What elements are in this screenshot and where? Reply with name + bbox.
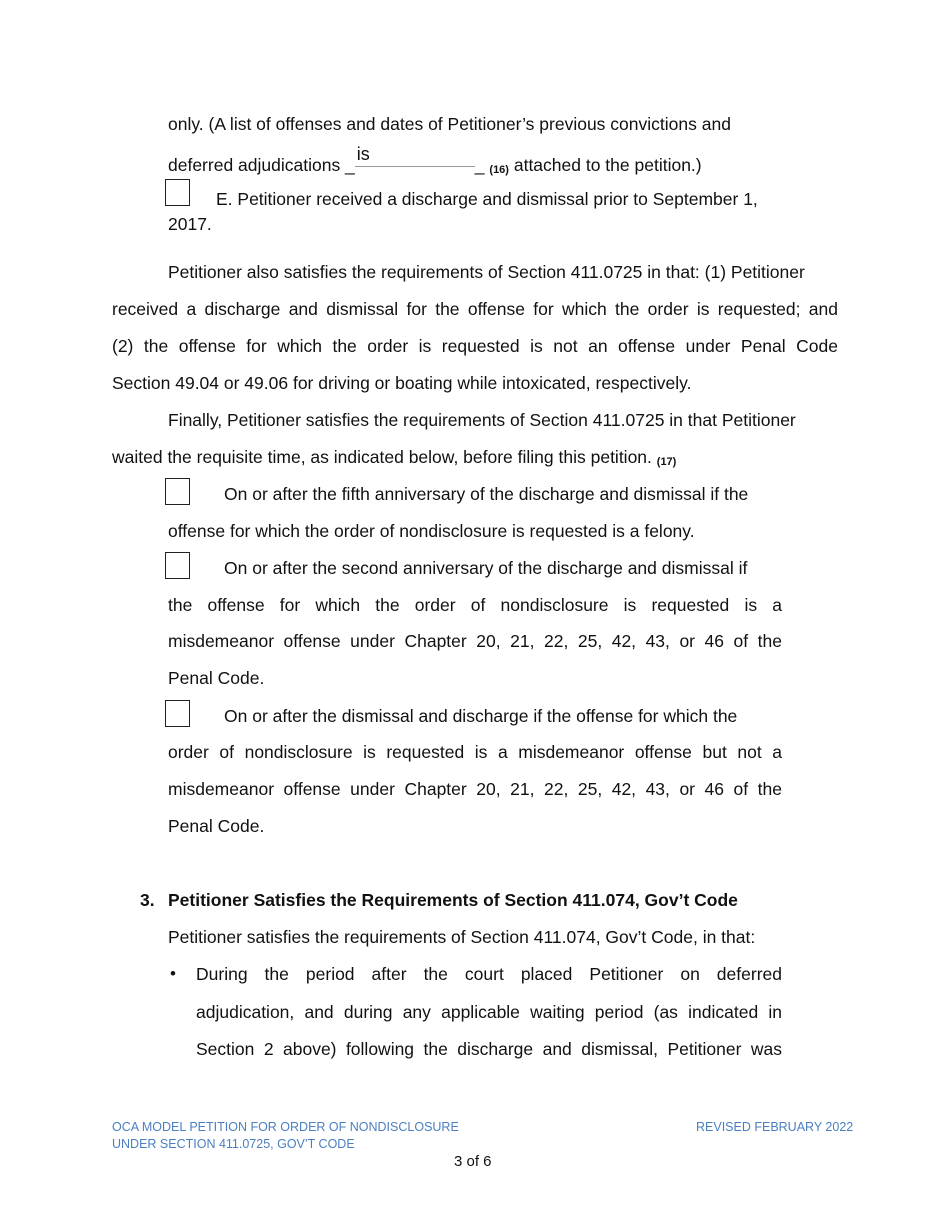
para-d-line2 [168,151,702,176]
wait-option-1-line2: offense for which the order of nondisclosure is requested is a felony. [168,521,695,541]
footer-left [112,1119,459,1153]
wait-option-2-line4: Penal Code. [168,668,265,688]
section-3-bullet-line2: adjudication, and during any applicable waiting period (as indicated in [196,1002,782,1022]
para-finally-line2-text: waited the requisite time, as indicated below, before filing this petition. [112,447,652,467]
para-also-line3: (2) the offense for which the order is requested is not an offense under Penal Code [112,336,838,356]
option-e-checkbox[interactable] [165,179,190,206]
para-finally-line2 [112,447,676,468]
wait-option-1-line1: On or after the fifth anniversary of the discharge and dismissal if the [224,484,749,504]
wait-option-3-line4: Penal Code. [168,816,265,836]
convictions-attached-field-wrap [355,151,475,171]
footnote-16: (16) [489,164,509,176]
convictions-attached-field[interactable] [355,143,475,167]
wait-second-anniversary-checkbox[interactable] [165,552,190,579]
section-3-intro: Petitioner satisfies the requirements of Section 411.074, Gov’t Code, in that: [168,927,756,947]
wait-option-2-line2: the offense for which the order of nondisclosure is requested is a [168,595,782,615]
section-3-number: 3. [140,890,155,910]
wait-option-2-line3: misdemeanor offense under Chapter 20, 21, 22, 25, 42, 43, or 46 of the [168,631,782,651]
wait-felony-checkbox[interactable] [165,478,190,505]
para-d-line2-suffix: attached to the petition.) [513,155,702,175]
wait-option-3-line1: On or after the dismissal and discharge if the offense for which the [224,706,738,726]
para-finally-line1: Finally, Petitioner satisfies the requirements of Section 411.0725 in that Petitioner [168,410,796,430]
para-also-line1: Petitioner also satisfies the requirements of Section 411.0725 in that: (1) Petitioner [168,262,805,282]
section-3-bullet-line3: Section 2 above) following the discharge and dismissal, Petitioner was [196,1039,782,1059]
para-d-line2-prefix: deferred adjudications _ [168,155,355,175]
para-also-line4: Section 49.04 or 49.06 for driving or boating while intoxicated, respectively. [112,373,692,393]
bullet-icon: • [170,964,176,983]
wait-option-2-line1: On or after the second anniversary of the discharge and dismissal if [224,558,748,578]
footer-right: REVISED FEBRUARY 2022 [696,1120,854,1134]
wait-option-3-line2: order of nondisclosure is requested is a misdemeanor offense but not a [168,742,782,762]
field-trailing-underscore: _ [474,155,485,175]
option-e-line1: E. Petitioner received a discharge and dismissal prior to September 1, [216,189,758,209]
footer-left-line2: UNDER SECTION 411.0725, GOV’T CODE [112,1137,355,1151]
section-3-bullet-line1: During the period after the court placed Petitioner on deferred [196,964,782,984]
para-also-line2: received a discharge and dismissal for the offense for which the order is requested; and [112,299,838,319]
para-d-line1: only. (A list of offenses and dates of Petitioner’s previous convictions and [168,114,731,134]
wait-option-3-line3: misdemeanor offense under Chapter 20, 21, 22, 25, 42, 43, or 46 of the [168,779,782,799]
wait-misdemeanor-checkbox[interactable] [165,700,190,727]
footer-left-line1: OCA MODEL PETITION FOR ORDER OF NONDISCLOSURE [112,1120,459,1134]
footnote-17: (17) [656,456,677,468]
option-e-line2: 2017. [168,214,212,234]
page-number: 3 of 6 [454,1153,492,1170]
section-3-heading: Petitioner Satisfies the Requirements of Section 411.074, Gov’t Code [168,890,738,910]
